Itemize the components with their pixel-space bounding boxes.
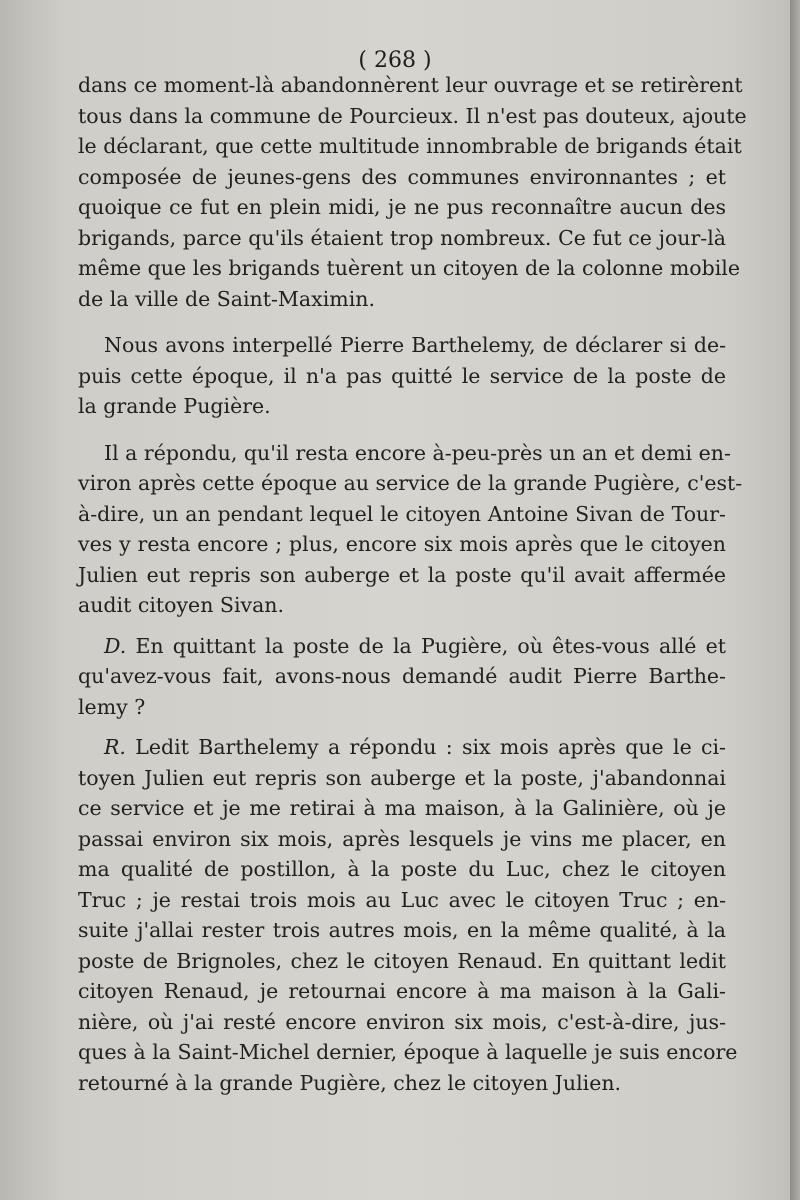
text-line: dans ce moment-là abandonnèrent leur ouvrage et se retirèrent — [78, 73, 743, 97]
text-line: puis cette époque, il n'a pas quitté le service de la poste de — [78, 363, 726, 388]
paragraph-response — [78, 438, 743, 621]
question-marker: D. — [104, 633, 127, 658]
text-line: poste de Brignoles, chez le citoyen Renaud. En quittant ledit — [78, 948, 726, 973]
text-line: Julien eut repris son auberge et la poste qu'il avait affermée — [78, 562, 726, 587]
text-line: qu'avez-vous fait, avons-nous demandé audit Pierre Barthe- — [78, 664, 726, 688]
page-number: ( 268 ) — [358, 48, 432, 73]
answer-marker: R. — [104, 735, 126, 759]
text-line: ves y resta encore ; plus, encore six mois après que le citoyen — [78, 532, 726, 556]
text-line: passai environ six mois, après lesquels je vins me placer, en — [78, 826, 726, 851]
text-line: Il a répondu, qu'il resta encore à-peu-près un an et demi en- — [104, 440, 731, 465]
text-line: Truc ; je restai trois mois au Luc avec le citoyen Truc ; en- — [78, 887, 726, 912]
text-line: viron après cette époque au service de la grande Pugière, c'est- — [78, 471, 743, 495]
text-line: ques à la Saint-Michel dernier, époque à laquelle je suis encore — [78, 1040, 738, 1064]
text-line: lemy ? — [78, 694, 146, 719]
text-line: le déclarant, que cette multitude innombrable de brigands était — [78, 134, 742, 158]
text-line: de la ville de Saint-Maximin. — [78, 286, 375, 311]
text-line: retourné à la grande Pugière, chez le citoyen Julien. — [78, 1070, 622, 1095]
page-gutter-shadow — [790, 0, 800, 1200]
paragraph-brigands-account — [78, 70, 747, 314]
text-line: tous dans la commune de Pourcieux. Il n'est pas douteux, ajoute — [78, 103, 747, 128]
text-line — [78, 732, 726, 763]
text-line: composée de jeunes-gens des communes environnantes ; et — [78, 164, 726, 189]
paragraph-question — [78, 631, 726, 723]
text-line: Nous avons interpellé Pierre Barthelemy, de déclarer si de- — [104, 333, 726, 357]
text-line: à-dire, un an pendant lequel le citoyen Antoine Sivan de Tour- — [78, 501, 726, 526]
text-line: suite j'allai rester trois autres mois, en la même qualité, à la — [78, 918, 726, 942]
paragraph-interpellation — [78, 330, 726, 422]
text-line: ce service et je me retirai à ma maison, à la Galinière, où je — [78, 796, 726, 820]
answer-text: Ledit Barthelemy a répondu : six mois après que le ci- — [135, 735, 726, 759]
body-text — [78, 70, 747, 1098]
text-line: audit citoyen Sivan. — [78, 593, 285, 617]
text-line: la grande Pugière. — [78, 394, 271, 418]
text-line: toyen Julien eut repris son auberge et la poste, j'abandonnai — [78, 765, 726, 790]
text-line: ma qualité de postillon, à la poste du Luc, chez le citoyen — [78, 857, 726, 881]
text-line: quoique ce fut en plein midi, je ne pus reconnaître aucun des — [78, 195, 726, 219]
text-line: brigands, parce qu'ils étaient trop nombreux. Ce fut ce jour-là — [78, 225, 726, 250]
paragraph-answer — [78, 732, 738, 1098]
text-line: citoyen Renaud, je retournai encore à ma maison à la Gali- — [78, 979, 726, 1003]
text-line — [78, 631, 726, 662]
question-text: En quittant la poste de la Pugière, où êtes-vous allé et — [135, 633, 726, 658]
text-line: même que les brigands tuèrent un citoyen de la colonne mobile — [78, 256, 740, 280]
text-line: nière, où j'ai resté encore environ six mois, c'est-à-dire, jus- — [78, 1009, 726, 1034]
